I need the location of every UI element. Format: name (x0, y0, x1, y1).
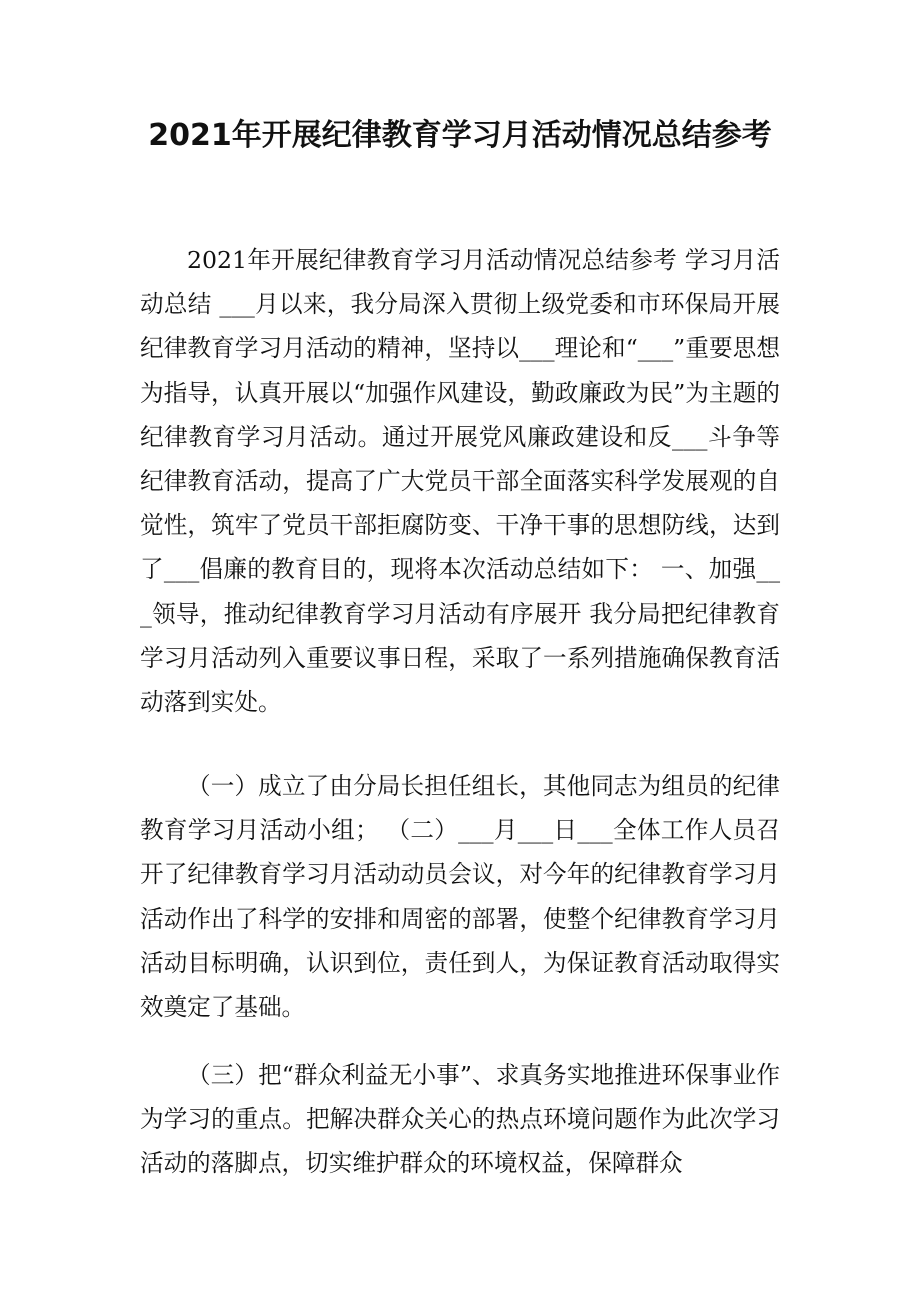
document-title: 2021年开展纪律教育学习月活动情况总结参考 (148, 118, 772, 153)
body-paragraph-2: （一）成立了由分局长担任组长，其他同志为组员的纪律教育学习月活动小组； （二）___月___日___全体工作人员召开了纪律教育学习月活动动员会议，对今年的纪律教育学习月活动作出了科学的安排和周密的部署，使整个纪律教育学习月活动目标明确，认识到位，责任到人，为保证教育活动取得实效奠定了基础。 (140, 772, 780, 1022)
body-paragraph-3: （三）把“群众利益无小事”、求真务实地推进环保事业作为学习的重点。把解决群众关心的热点环境问题作为此次学习活动的落脚点，切实维护群众的环境权益，保障群众 (140, 1061, 780, 1178)
body-paragraph-1: 2021年开展纪律教育学习月活动情况总结参考 学习月活动总结 ___月以来，我分局深入贯彻上级党委和市环保局开展纪律教育学习月活动的精神，坚持以___理论和“___”重要思想为指导，认真开展以“加强作风建设，勤政廉政为民”为主题的纪律教育学习月活动。通过开展党风廉政建设和反___斗争等纪律教育活动，提高了广大党员干部全面落实科学发展观的自觉性，筑牢了党员干部拒腐防变、干净干事的思想防线，达到了___倡廉的教育目的，现将本次活动总结如下： 一、加强___领导，推动纪律教育学习月活动有序展开 我分局把纪律教育学习月活动列入重要议事日程，采取了一系列措施确保教育活动落到实处。 (140, 246, 780, 717)
